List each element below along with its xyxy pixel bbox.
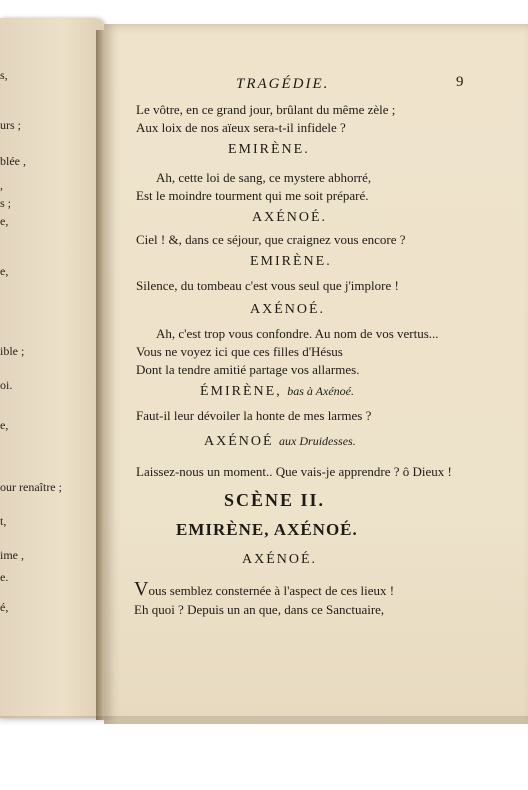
left-fragment: , <box>0 178 3 192</box>
speaker-heading: AXÉNOÉ. <box>252 210 328 225</box>
left-fragment: e. <box>0 570 9 584</box>
left-fragment: blée , <box>0 154 26 168</box>
book-shadow <box>0 716 528 726</box>
verse-line: Ciel ! &, dans ce séjour, que craignez vous encore ? <box>136 232 406 247</box>
left-page <box>0 18 104 718</box>
right-page <box>104 24 528 724</box>
running-title: TRAGÉDIE. <box>236 76 330 92</box>
verse-line: Dont la tendre amitié partage vos allarmes. <box>136 362 360 377</box>
left-fragment: e, <box>0 264 9 278</box>
speaker-heading: EMIRÈNE. <box>228 142 310 157</box>
left-fragment: t, <box>0 514 7 528</box>
speaker-name: ÉMIRÈNE, <box>200 384 282 399</box>
drop-capital: V <box>134 578 149 600</box>
left-fragment: s, <box>0 68 8 82</box>
speaker-heading <box>200 384 354 400</box>
stage-direction: aux Druidesses. <box>279 434 356 448</box>
verse-line: Le vôtre, en ce grand jour, brûlant du même zèle ; <box>136 102 396 117</box>
speaker-heading <box>204 434 356 450</box>
left-fragment: our renaître ; <box>0 480 62 494</box>
speaker-heading: AXÉNOÉ. <box>250 302 326 317</box>
left-fragment: e, <box>0 418 9 432</box>
page-number: 9 <box>456 74 464 90</box>
verse-line: Laissez-nous un moment.. Que vais-je apprendre ? ô Dieux ! <box>136 464 452 479</box>
verse-line: Silence, du tombeau c'est vous seul que j'implore ! <box>136 278 399 293</box>
scene-characters: EMIRÈNE, AXÉNOÉ. <box>176 520 358 539</box>
left-fragment: urs ; <box>0 118 21 132</box>
verse-line: Vous ne voyez ici que ces filles d'Hésus <box>136 344 343 359</box>
left-fragment: ime , <box>0 548 24 562</box>
left-fragment: é, <box>0 600 9 614</box>
verse-line <box>134 578 394 601</box>
verse-line: Eh quoi ? Depuis un an que, dans ce Sanctuaire, <box>134 602 385 617</box>
left-fragment: ible ; <box>0 344 25 358</box>
speaker-name: AXÉNOÉ <box>204 434 274 449</box>
stage-direction: bas à Axénoé. <box>287 384 354 398</box>
left-fragment: e, <box>0 214 9 228</box>
left-fragment: s ; <box>0 196 12 210</box>
scene-heading: SCÈNE II. <box>224 490 326 510</box>
verse-line: Faut-il leur dévoiler la honte de mes larmes ? <box>136 408 372 423</box>
verse-line: Ah, cette loi de sang, ce mystere abhorré, <box>156 170 372 185</box>
speaker-heading: AXÉNOÉ. <box>242 552 318 567</box>
verse-text: ous semblez consternée à l'aspect de ces lieux ! <box>148 583 395 598</box>
verse-line: Est le moindre tourment qui me soit préparé. <box>136 188 369 203</box>
verse-line: Aux loix de nos aïeux sera-t-il infidele ? <box>136 120 346 135</box>
left-fragment: oi. <box>0 378 13 392</box>
verse-line: Ah, c'est trop vous confondre. Au nom de vos vertus... <box>156 326 439 341</box>
speaker-heading: EMIRÈNE. <box>250 254 332 269</box>
